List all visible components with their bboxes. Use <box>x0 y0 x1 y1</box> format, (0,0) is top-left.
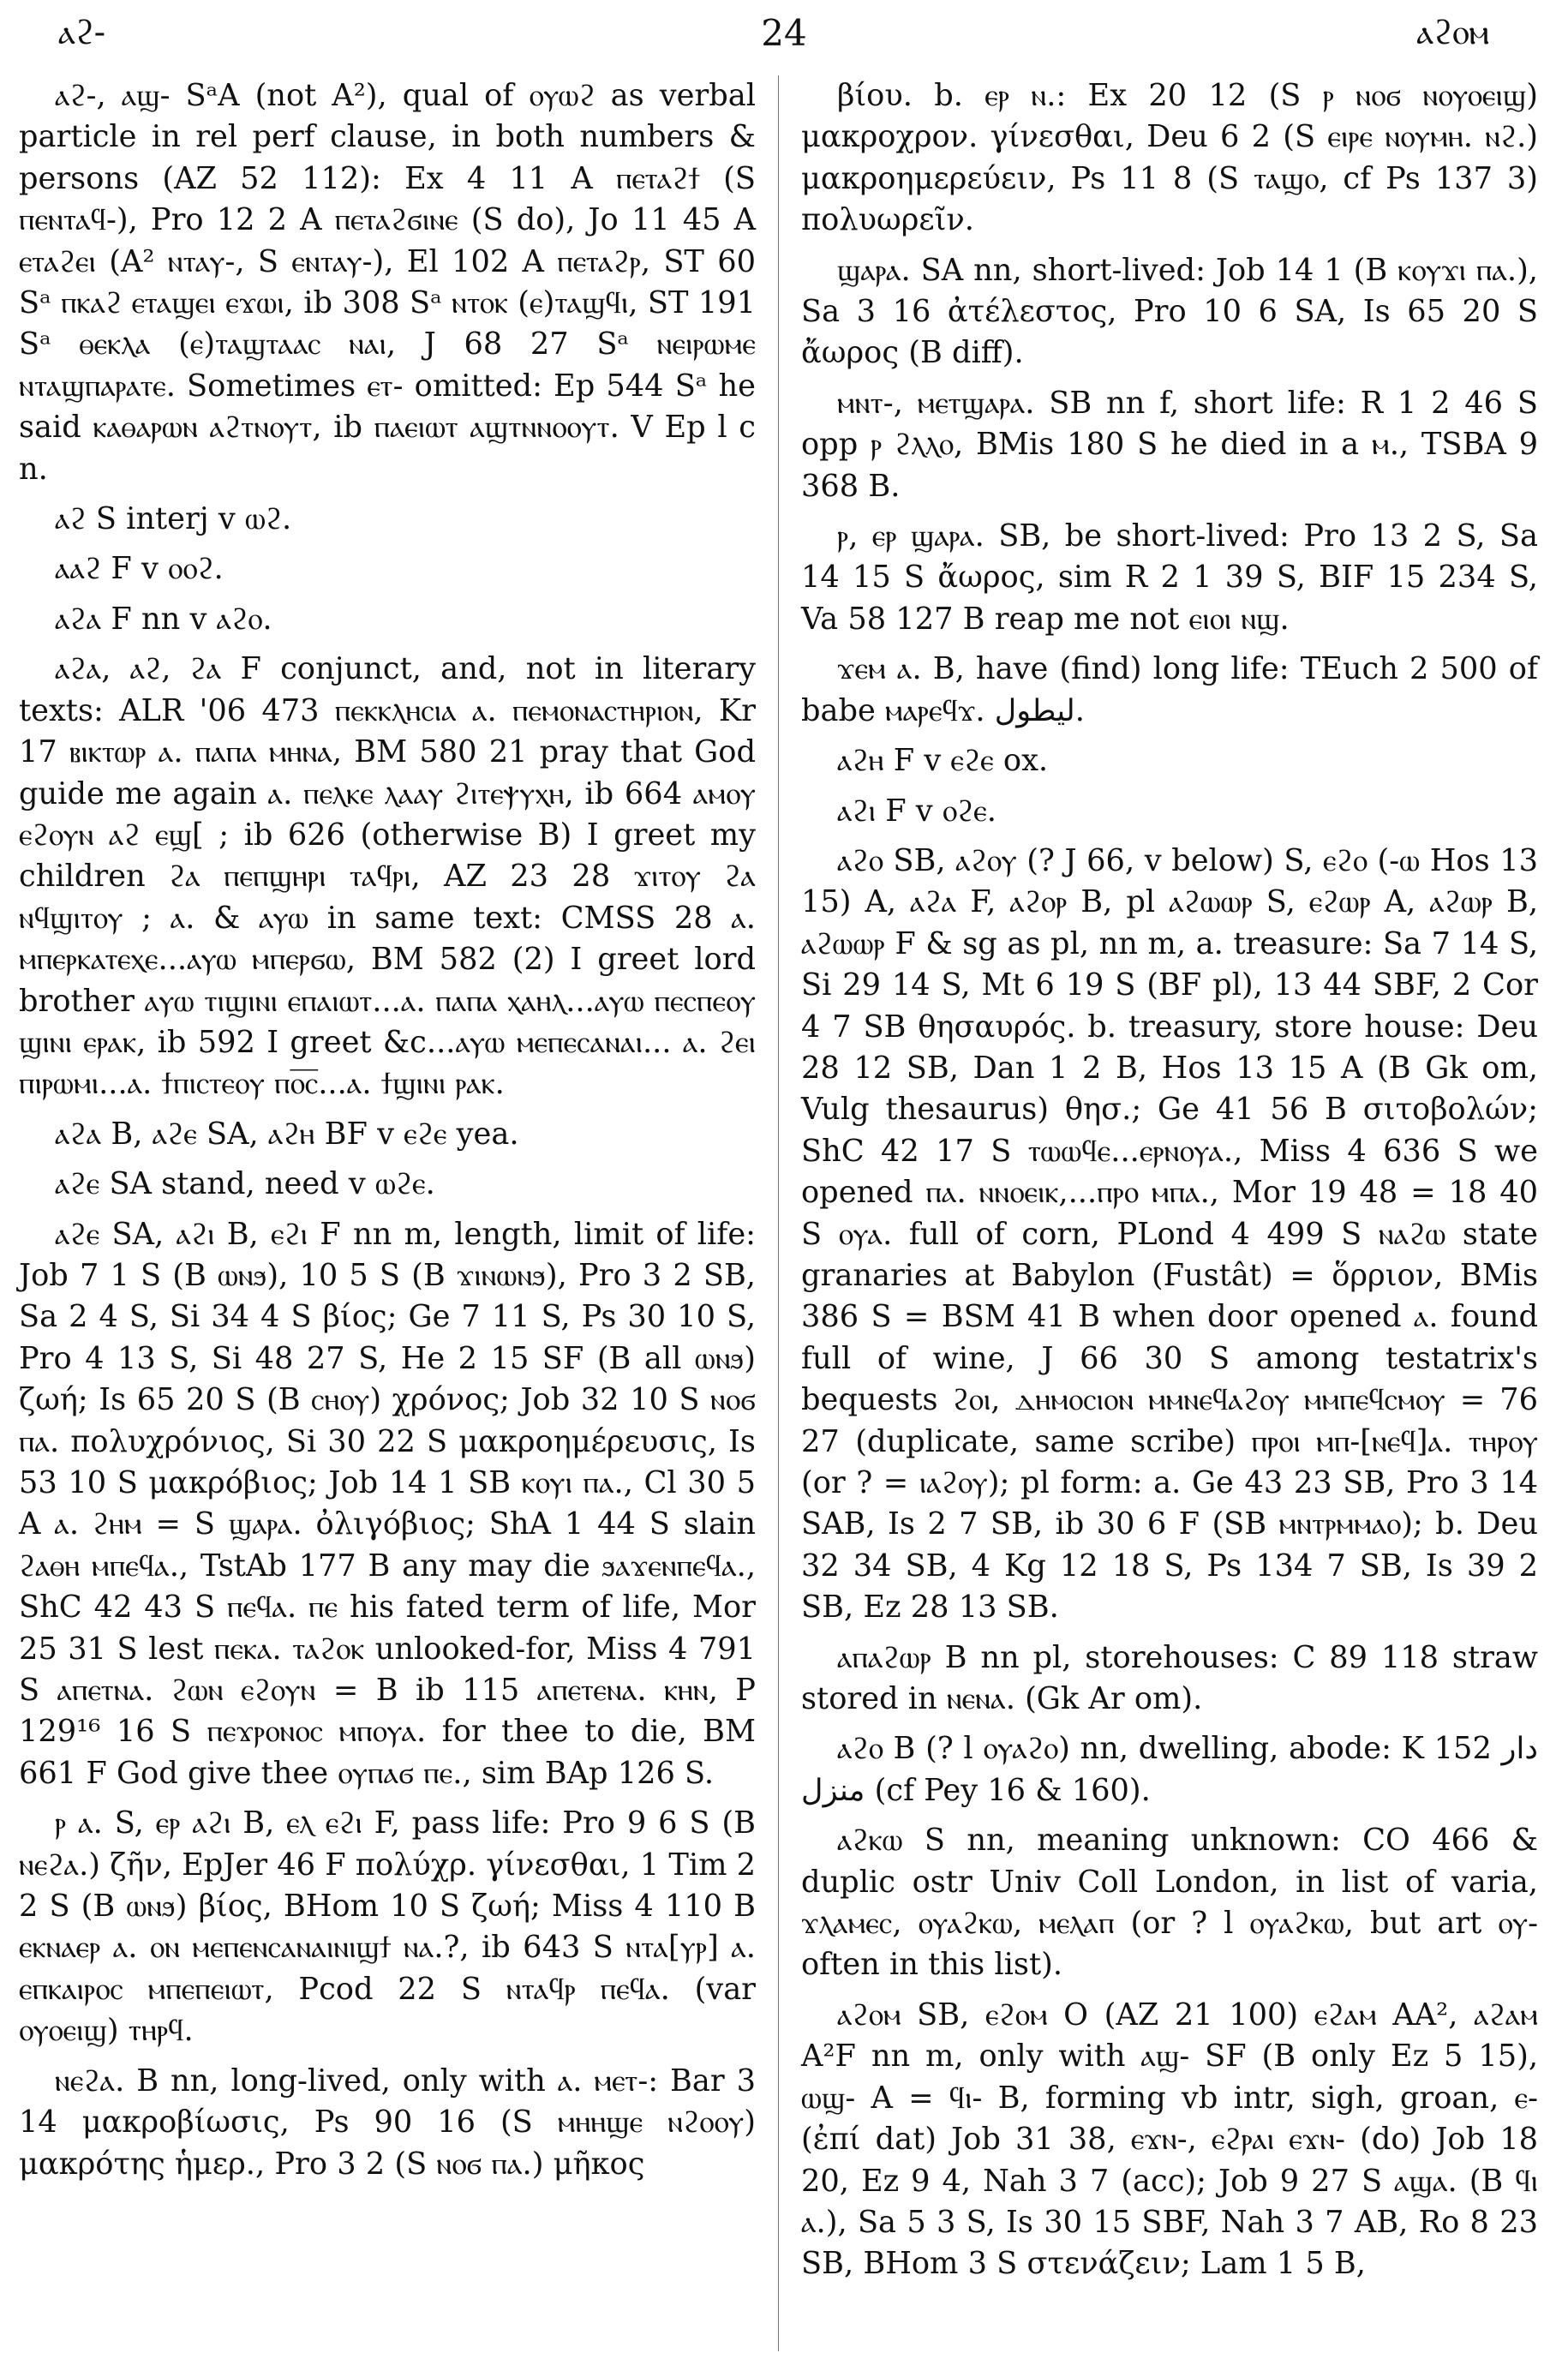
entry: ⲁϩ S interj v ⲱϩ. <box>55 501 292 537</box>
column-divider <box>778 75 779 2351</box>
entry: ⲁϩⲁ F nn v ⲁϩⲟ. <box>55 601 272 637</box>
entry: ϣⲁⲣⲁ. SA nn, short-lived: Job 14 1 (B ⲕⲟⲩϫⲓ ⲡⲁ.), Sa 3 16 ἀτέλεστος, Pro 10 6 SA, Is 65 20 S ἄωρος (B diff). <box>801 252 1538 371</box>
running-head-right: ⲁϩⲟⲙ <box>1416 13 1489 52</box>
entry: ⲁϩⲓ F v ⲟϩⲉ. <box>837 793 996 829</box>
entry: ⲁϩⲉ SA stand, need v ⲱϩⲉ. <box>55 1166 435 1202</box>
entry: ⲛⲉϩⲁ. B nn, long-lived, only with ⲁ. ⲙⲉⲧ-: Bar 3 14 μακροβίωσις, Ps 90 16 (S ⲙⲏⲏϣⲉ ⲛϩⲟⲟⲩ) μακρότης ἡμερ., Pro 3 2 (S ⲛⲟϭ ⲡⲁ.) μῆκος <box>19 2063 756 2182</box>
running-head <box>0 7 1568 58</box>
entry: ϫⲉⲙ ⲁ. B, have (find) long life: TEuch 2 500 of babe ⲙⲁⲣⲉϥϫ. ليطول. <box>801 651 1538 728</box>
entry: βίου. b. ⲉⲣ ⲛ.: Ex 20 12 (S ⲣ ⲛⲟϭ ⲛⲟⲩⲟⲉⲓϣ) μακροχρον. γίνεσθαι, Deu 6 2 (S ⲉⲓⲣⲉ ⲛⲟⲩⲙⲏ. ⲛϩ.) μακροημερεύειν, Ps 11 8 (S ⲧⲁϣⲟ, cf Ps 137 3) πολυωρεῖν. <box>801 78 1538 238</box>
right-column <box>801 75 1538 2294</box>
left-column <box>19 75 756 2194</box>
entry: ⲁϩⲕⲱ S nn, meaning unknown: CO 466 & duplic ostr Univ Coll London, in list of varia, ϫⲗⲁⲙⲉⲥ, ⲟⲩⲁϩⲕⲱ, ⲙⲉⲗⲁⲡ (or ? l ⲟⲩⲁϩⲕⲱ, but art ⲟⲩ- often in this list). <box>801 1823 1538 1983</box>
entry: ⲁϩⲉ SA, ⲁϩⲓ B, ⲉϩⲓ F nn m, length, limit of life: Job 7 1 S (B ⲱⲛϧ), 10 5 S (B ϫⲓⲛⲱⲛϧ), Pro 3 2 SB, Sa 2 4 S, Si 34 4 S βίος; Ge 7 11 S, Ps 30 10 S, Pro 4 13 S, Si 48 27 S, He 2 15 SF (B all ⲱⲛϧ) ζωή; Is 65 20 S (B ⲥⲏⲟⲩ) χρόνος; Job 32 10 S ⲛⲟϭ ⲡⲁ. πολυχρόνιος, Si 30 22 S μακροημέρευσις, Is 53 10 S μακρόβιος; Job 14 1 SB ⲕⲟⲩⲓ ⲡⲁ., Cl 30 5 A ⲁ. ϩⲏⲙ = S ϣⲁⲣⲁ. ὀλιγόβιος; ShA 1 44 S slain ϩⲁⲑⲏ ⲙⲡⲉϥⲁ., TstAb 177 B any may die ϧⲁϫⲉⲛⲡⲉϥⲁ., ShC 42 43 S ⲡⲉϥⲁ. ⲡⲉ his fated term of life, Mor 25 31 S lest ⲡⲉⲕⲁ. ⲧⲁϩⲟⲕ unlooked-for, Miss 4 791 S ⲁⲡⲉⲧⲛⲁ. ϩⲱⲛ ⲉϩⲟⲩⲛ = B ib 115 ⲁⲡⲉⲧⲉⲛⲁ. ⲕⲏⲛ, P 129¹⁶ 16 S ⲡⲉϫⲣⲟⲛⲟⲥ ⲙⲡⲟⲩⲁ. for thee to die, BM 661 F God give thee ⲟⲩⲡⲁϭ ⲡⲉ., sim BAp 126 S. <box>19 1216 756 1791</box>
entry: ⲙⲛⲧ-, ⲙⲉⲧϣⲁⲣⲁ. SB nn f, short life: R 1 2 46 S opp ⲣ ϩⲗⲗⲟ, BMis 180 S he died in a ⲙ., TSBA 9 368 B. <box>801 385 1538 504</box>
running-head-left: ⲁϩ- <box>58 13 106 52</box>
entry: ⲁϩⲟ SB, ⲁϩⲟⲩ (? J 66, v below) S, ⲉϩⲟ (-ⲱ Hos 13 15) A, ⲁϩⲁ F, ⲁϩⲟⲣ B, pl ⲁϩⲱⲱⲣ S, ⲉϩⲱⲣ A, ⲁϩⲱⲣ B, ⲁϩⲱⲱⲣ F & sg as pl, nn m, a. treasure: Sa 7 14 S, Si 29 14 S, Mt 6 19 S (BF pl), 13 44 SBF, 2 Cor 4 7 SB θησαυρός. b. treasury, store house: Deu 28 12 SB, Dan 1 2 B, Hos 13 15 A (B Gk om, Vulg thesaurus) θησ.; Ge 41 56 B σιτοβολών; ShC 42 17 S ⲧⲱⲱϥⲉ...ⲉⲣⲛⲟⲩⲁ., Miss 4 636 S we opened ⲡⲁ. ⲛⲛⲟⲉⲓⲕ,...ⲡⲣⲟ ⲙⲡⲁ., Mor 19 48 = 18 40 S ⲟⲩⲁ. full of corn, PLond 4 499 S ⲛⲁϩⲱ state granaries at Babylon (Fustât) = ὅρριον, BMis 386 S = BSM 41 B when door opened ⲁ. found full of wine, J 66 30 S among testatrix's bequests ϩⲟⲓ, ⲇⲏⲙⲟⲥⲓⲟⲛ ⲙⲙⲛⲉϥⲁϩⲟⲩ ⲙⲙⲡⲉϥⲥⲙⲟⲩ = 76 27 (duplicate, same scribe) ⲡⲣⲟⲓ ⲙⲡ-[ⲛⲉϥ]ⲁ. ⲧⲏⲣⲟⲩ (or ? = ⲓⲁϩⲟⲩ); pl form: a. Ge 43 23 SB, Pro 3 14 SAB, Is 2 7 SB, ib 30 6 F (SB ⲙⲛⲧⲣⲙⲙⲁⲟ); b. Deu 32 34 SB, 4 Kg 12 18 S, Ps 134 7 SB, Is 39 2 SB, Ez 28 13 SB. <box>801 842 1538 1626</box>
entry: ⲣ ⲁ. S, ⲉⲣ ⲁϩⲓ B, ⲉⲗ ⲉϩⲓ F, pass life: Pro 9 6 S (B ⲛⲉϩⲁ.) ζῆν, EpJer 46 F πολύχρ. γίνεσθαι, 1 Tim 2 2 S (B ⲱⲛϧ) βίος, BHom 10 S ζωή; Miss 4 110 B ⲉⲕⲛⲁⲉⲣ ⲁ. ⲟⲛ ⲙⲉⲡⲉⲛⲥⲁⲛⲁⲓⲛⲓϣϯ ⲛⲁ.?, ib 643 S ⲛⲧⲁ[ⲩⲣ] ⲁ. ⲉⲡⲕⲁⲓⲣⲟⲥ ⲙⲡⲉⲡⲉⲓⲱⲧ, Pcod 22 S ⲛⲧⲁϥⲣ ⲡⲉϥⲁ. (var ⲟⲩⲟⲉⲓϣ) ⲧⲏⲣϥ. <box>19 1805 757 2049</box>
entry: ⲁϩ-, ⲁϣ- SᵃA (not A²), qual of ⲟⲩⲱϩ as verbal particle in rel perf clause, in both numbers & persons (AZ 52 112): Ex 4 11 A ⲡⲉⲧⲁϩϯ (S ⲡⲉⲛⲧⲁϥ-), Pro 12 2 A ⲡⲉⲧⲁϩϭⲓⲛⲉ (S do), Jo 11 45 A ⲉⲧⲁϩⲉⲓ (A² ⲛⲧⲁⲩ-, S ⲉⲛⲧⲁⲩ-), El 102 A ⲡⲉⲧⲁϩⲣ, ST 60 Sᵃ ⲡⲕⲁϩ ⲉⲧⲁϣⲉⲓ ⲉϫⲱⲓ, ib 308 Sᵃ ⲛⲧⲟⲕ (ⲉ)ⲧⲁϣϥⲓ, ST 191 Sᵃ ⲑⲉⲕⲗⲁ (ⲉ)ⲧⲁϣⲧⲁⲁⲥ ⲛⲁⲓ, J 68 27 Sᵃ ⲛⲉⲓⲣⲱⲙⲉ ⲛⲧⲁϣⲡⲁⲣⲁⲧⲉ. Sometimes ⲉⲧ- omitted: Ep 544 Sᵃ he said ⲕⲁⲑⲁⲣⲱⲛ ⲁϩⲧⲛⲟⲩⲧ, ib ⲡⲁⲉⲓⲱⲧ ⲁϣⲧⲛⲛⲟⲟⲩⲧ. V Ep l c n. <box>19 78 756 487</box>
page-number: 24 <box>761 12 807 54</box>
entry: ⲁϩⲟⲙ SB, ⲉϩⲟⲙ O (AZ 21 100) ⲉϩⲁⲙ AA², ⲁϩⲁⲙ A²F nn m, only with ⲁϣ- SF (B only Ez 5 15), ⲱϣ- A = ϥⲓ- B, forming vb intr, sigh, groan, ⲉ- (ἐπί dat) Job 31 38, ⲉϫⲛ-, ⲉϩⲣⲁⲓ ⲉϫⲛ- (do) Job 18 20, Ez 9 4, Nah 3 7 (acc); Job 9 27 S ⲁϣⲁ. (B ϥⲓ ⲁ.), Sa 5 3 S, Is 30 15 SBF, Nah 3 7 AB, Ro 8 23 SB, BHom 3 S στενάζειν; Lam 1 5 B, <box>801 1997 1538 2282</box>
entry: ⲁⲁϩ F v ⲟⲟϩ. <box>55 551 224 587</box>
entry: ⲁϩⲟ B (? l ⲟⲩⲁϩⲟ) nn, dwelling, abode: K 152 دار منزل (cf Pey 16 & 160). <box>801 1731 1538 1808</box>
entry: ⲁⲡⲁϩⲱⲣ B nn pl, storehouses: C 89 118 straw stored in ⲛⲉⲛⲁ. (Gk Ar om). <box>801 1639 1538 1717</box>
entry: ⲁϩⲁ B, ⲁϩⲉ SA, ⲁϩⲏ BF v ⲉϩⲉ yea. <box>55 1116 519 1152</box>
entry: ⲣ, ⲉⲣ ϣⲁⲣⲁ. SB, be short-lived: Pro 13 2 S, Sa 14 15 S ἄωρος, sim R 2 1 39 S, BIF 15 234 S, Va 58 127 B reap me not ⲉⲓⲟⲓ ⲛϣ. <box>801 518 1538 637</box>
entry: ⲁϩⲁ, ⲁϩ, ϩⲁ F conjunct, and, not in literary texts: ALR '06 473 ⲡⲉⲕⲕⲗⲏⲥⲓⲁ ⲁ. ⲡⲉⲙⲟⲛⲁⲥⲧⲏⲣⲓⲟⲛ, Kr 17 ⲃⲓⲕⲧⲱⲣ ⲁ. ⲡⲁⲡⲁ ⲙⲏⲛⲁ, BM 580 21 pray that God guide me again ⲁ. ⲡⲉⲗⲕⲉ ⲗⲁⲁⲩ ϩⲓⲧⲉⲯⲩⲭⲏ, ib 664 ⲁⲙⲟⲩ ⲉϩⲟⲩⲛ ⲁϩ ⲉϣ[ ; ib 626 (otherwise B) I greet my children ϩⲁ ⲡⲉⲡϣⲏⲣⲓ ⲧⲁϥⲣⲓ, AZ 23 28 ϫⲓⲧⲟⲩ ϩⲁ ⲛϥϣⲓⲧⲟⲩ ; ⲁ. & ⲁⲩⲱ in same text: CMSS 28 ⲁ. ⲙⲡⲉⲣⲕⲁⲧⲉⲭⲉ...ⲁⲩⲱ ⲙⲡⲉⲣϭⲱ, BM 582 (2) I greet lord brother ⲁⲩⲱ ⲧⲓϣⲓⲛⲓ ⲉⲡⲁⲓⲱⲧ...ⲁ. ⲡⲁⲡⲁ ⲭⲁⲏⲗ...ⲁⲩⲱ ⲡⲉⲥⲡⲉⲟⲩ ϣⲓⲛⲓ ⲉⲣⲁⲕ, ib 592 I greet &c...ⲁⲩⲱ ⲙⲉⲡⲉⲥⲁⲛⲁⲓ... ⲁ. ϩⲉⲓ ⲡⲓⲣⲱⲙⲓ...ⲁ. ϯⲡⲓⲥⲧⲉⲟⲩ ⲡⲟ̅ⲥ̅...ⲁ. ϯϣⲓⲛⲓ ⲣⲁⲕ. <box>19 651 756 1102</box>
entry: ⲁϩⲏ F v ⲉϩⲉ ox. <box>837 743 1049 779</box>
